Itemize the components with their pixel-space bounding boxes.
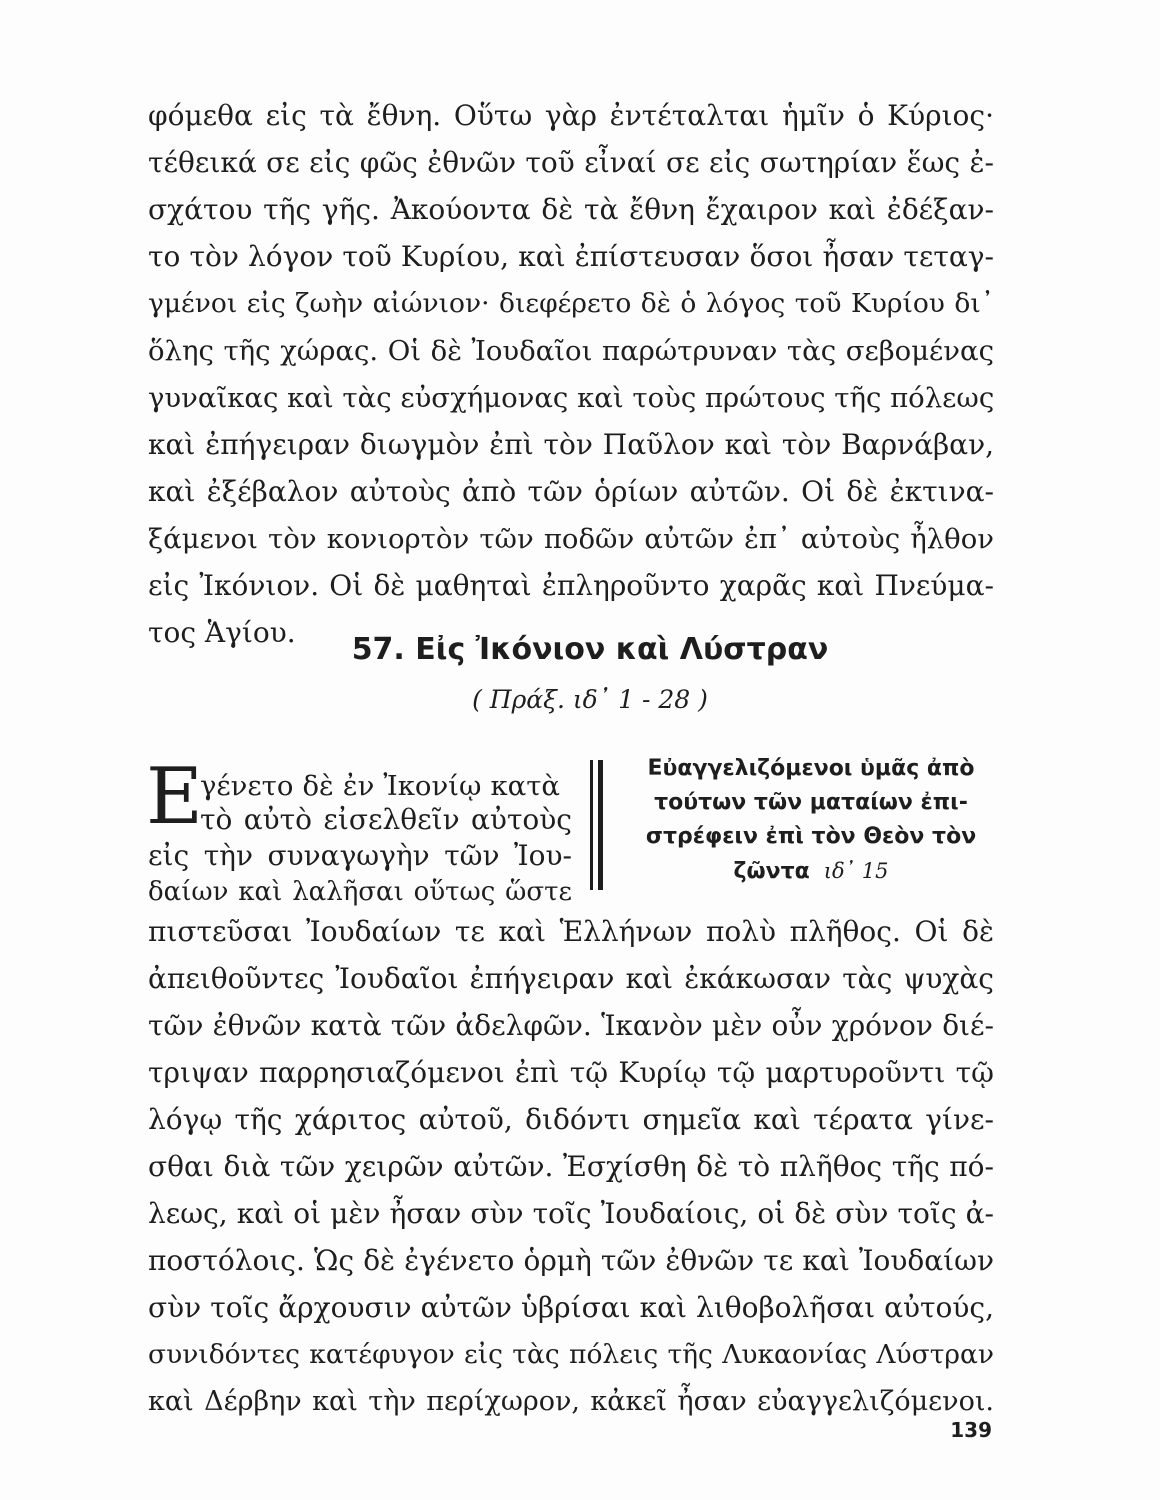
text-line: τος Ἁγίου.: [148, 616, 296, 649]
text-line: εἰς Ἰκόνιον. Οἱ δὲ μαθηταὶ ἐπληροῦντο χαρᾶς καὶ Πνεύμα-: [148, 569, 994, 602]
page-number: 139: [950, 1418, 992, 1442]
text-line: καὶ Δέρβην καὶ τὴν περίχωρον, κἀκεῖ ἦσαν εὐαγγελιζόμενοι.: [148, 1386, 994, 1417]
text-line: ποστόλοις. Ὡς δὲ ἐγένετο ὁρμὴ τῶν ἐθνῶν τε καὶ Ἰουδαίων: [148, 1244, 994, 1277]
text-line: πιστεῦσαι Ἰουδαίων τε καὶ Ἑλλήνων πολὺ πλῆθος. Οἱ δὲ: [148, 915, 994, 948]
text-line: τὸ αὐτὸ εἰσελθεῖν αὐτοὺς: [200, 803, 572, 836]
drop-cap: Ε: [146, 752, 203, 842]
text-line: σθαι διὰ τῶν χειρῶν αὐτῶν. Ἐσχίσθη δὲ τὸ πλῆθος τῆς πό-: [148, 1150, 994, 1183]
text-line: σὺν τοῖς ἄρχουσιν αὐτῶν ὑβρίσαι καὶ λιθοβολῆσαι αὐτούς,: [148, 1291, 994, 1324]
quote-box: [628, 752, 994, 889]
text-line: λόγῳ τῆς χάριτος αὐτοῦ, διδόντι σημεῖα καὶ τέρατα γίνε-: [148, 1103, 994, 1136]
quote-line: στρέφειν ἐπὶ τὸν Θεὸν τὸν: [645, 824, 977, 849]
text-line: ἀπειθοῦντες Ἰουδαῖοι ἐπήγειραν καὶ ἐκάκωσαν τὰς ψυχὰς: [148, 962, 994, 995]
text-line: συνιδόντες κατέφυγον εἰς τὰς πόλεις τῆς Λυκαονίας Λύστραν: [148, 1339, 994, 1370]
section-reference: ( Πράξ. ιδ᾽ 1 - 28 ): [472, 685, 708, 714]
text-line: εἰς τὴν συναγωγὴν τῶν Ἰου-: [148, 839, 572, 872]
text-line: καὶ ἐπήγειραν διωγμὸν ἐπὶ τὸν Παῦλον καὶ τὸν Βαρνάβαν,: [148, 428, 994, 461]
text-line: γένετο δὲ ἐν Ἰκονίῳ κατὰ: [200, 770, 560, 802]
text-line: φόμεθα εἰς τὰ ἔθνη. Οὕτω γὰρ ἐντέταλται ἡμῖν ὁ Κύριος·: [148, 99, 994, 132]
text-line: τέθεικά σε εἰς φῶς ἐθνῶν τοῦ εἶναί σε εἰς σωτηρίαν ἕως ἐ-: [148, 146, 994, 179]
text-line: σχάτου τῆς γῆς. Ἀκούοντα δὲ τὰ ἔθνη ἔχαιρον καὶ ἐδέξαν-: [148, 193, 994, 226]
text-line: λεως, καὶ οἱ μὲν ἦσαν σὺν τοῖς Ἰουδαίοις, οἱ δὲ σὺν τοῖς ἀ-: [148, 1197, 994, 1230]
quote-line: τούτων τῶν ματαίων ἐπι-: [654, 790, 968, 815]
text-line: τῶν ἐθνῶν κατὰ τῶν ἀδελφῶν. Ἱκανὸν μὲν οὖν χρόνον διέ-: [148, 1009, 994, 1042]
text-line: τριψαν παρρησιαζόμενοι ἐπὶ τῷ Κυρίῳ τῷ μαρτυροῦντι τῷ: [148, 1056, 994, 1089]
quote-reference: ιδ᾽ 15: [823, 859, 889, 883]
quote-last-text: ζῶντα: [733, 859, 810, 884]
text-line: ὅλης τῆς χώρας. Οἱ δὲ Ἰουδαῖοι παρώτρυναν τὰς σεβομένας: [148, 335, 994, 367]
text-line: το τὸν λόγον τοῦ Κυρίου, καὶ ἐπίστευσαν ὅσοι ἦσαν τεταγ-: [148, 240, 994, 273]
section-heading: 57. Εἰς Ἰκόνιον καὶ Λύστραν: [351, 632, 829, 667]
text-line: ξάμενοι τὸν κονιορτὸν τῶν ποδῶν αὐτῶν ἐπ᾽ αὐτοὺς ἦλθον: [148, 523, 994, 555]
text-line: γμένοι εἰς ζωὴν αἰώνιον· διεφέρετο δὲ ὁ λόγος τοῦ Κυρίου δι᾽: [148, 288, 994, 319]
text-line: γυναῖκας καὶ τὰς εὐσχήμονας καὶ τοὺς πρώτους τῆς πόλεως: [148, 382, 995, 414]
quote-rule-thin: [590, 760, 593, 890]
quote-last-line: [628, 854, 994, 889]
text-line: δαίων καὶ λαλῆσαι οὕτως ὥστε: [148, 877, 572, 907]
quote-line: Εὐαγγελιζόμενοι ὑμᾶς ἀπὸ: [647, 756, 975, 781]
text-line: καὶ ἐξέβαλον αὐτοὺς ἀπὸ τῶν ὁρίων αὐτῶν. Οἱ δὲ ἐκτινα-: [148, 475, 994, 508]
quote-rule-thick: [598, 760, 603, 890]
